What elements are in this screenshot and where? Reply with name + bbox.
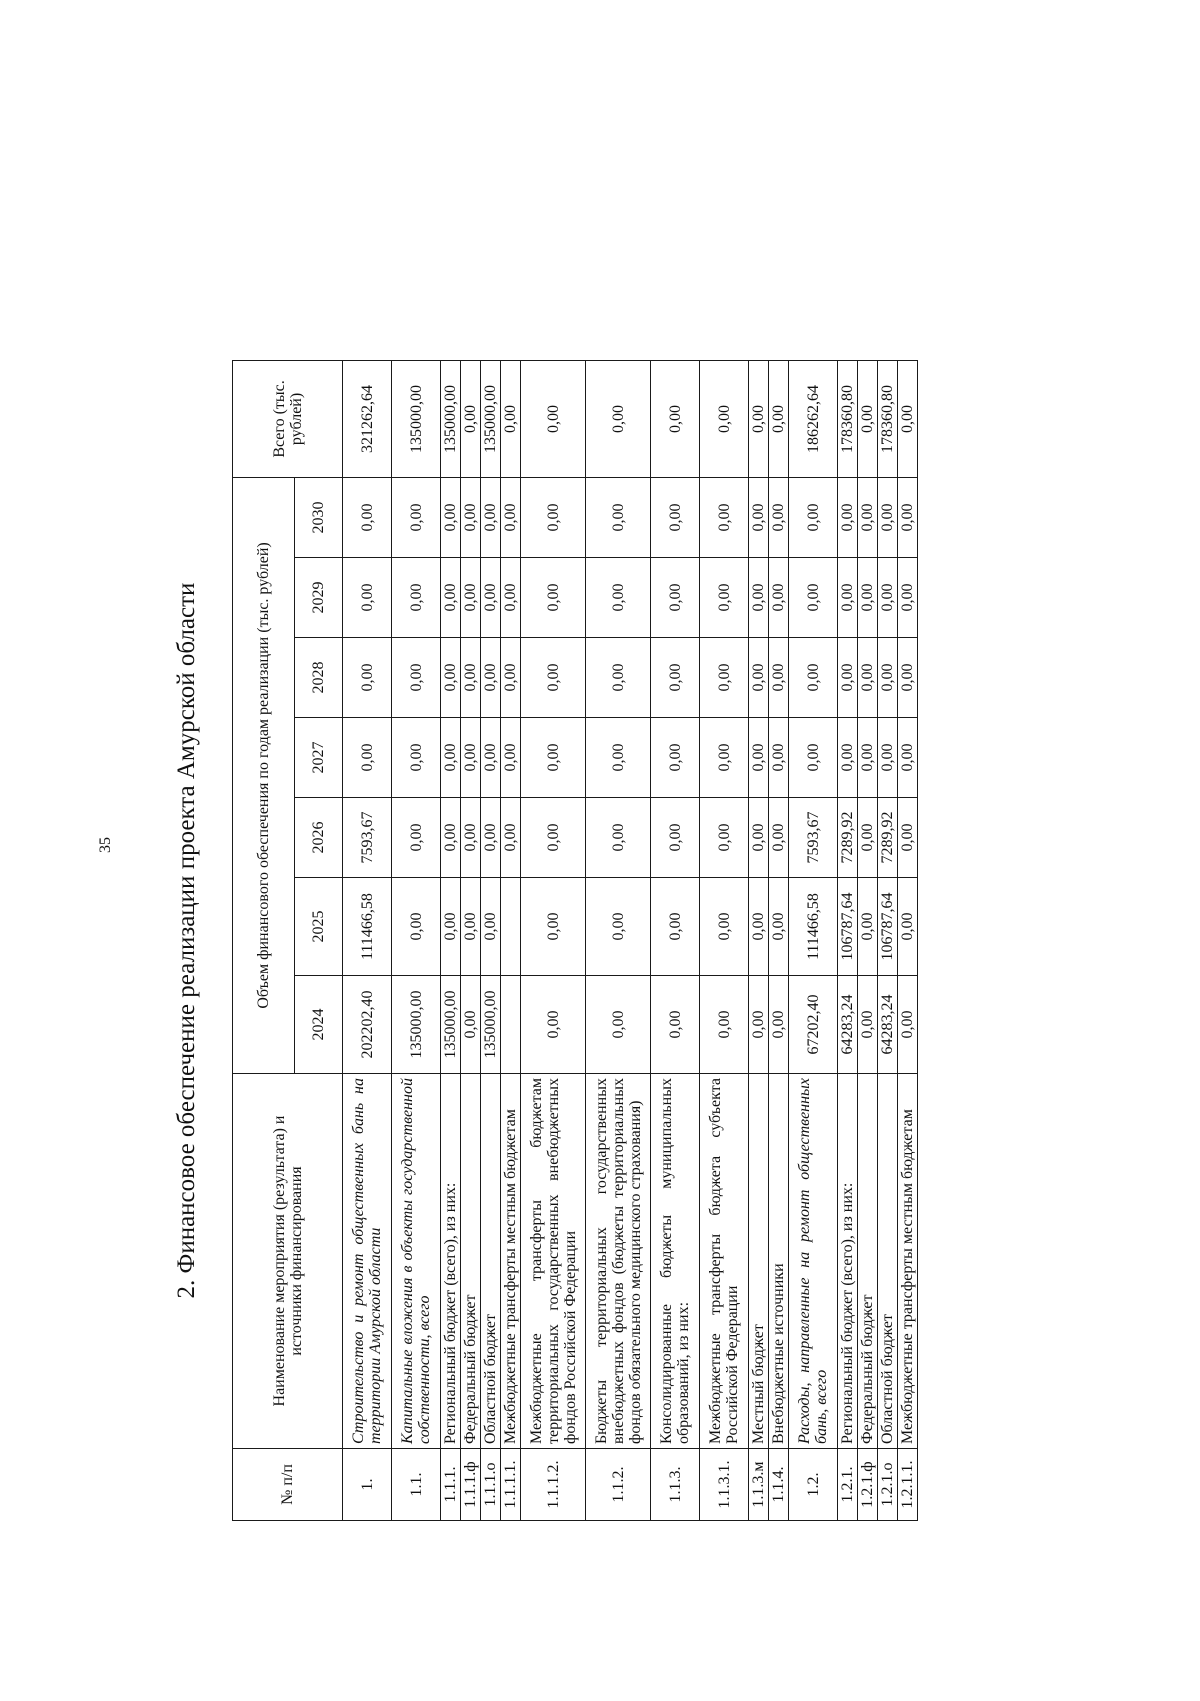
total-cell: 0,00 bbox=[461, 360, 481, 477]
row-number: 1.1.1.1. bbox=[501, 1449, 521, 1521]
value-cell: 0,00 bbox=[838, 718, 858, 798]
value-cell: 0,00 bbox=[481, 718, 501, 798]
value-cell: 0,00 bbox=[858, 798, 878, 878]
value-cell: 0,00 bbox=[898, 878, 918, 976]
value-cell: 0,00 bbox=[501, 718, 521, 798]
total-cell: 0,00 bbox=[501, 360, 521, 477]
value-cell: 0,00 bbox=[769, 638, 789, 718]
table-row bbox=[898, 360, 918, 1520]
value-cell: 202202,40 bbox=[343, 976, 392, 1074]
table-row bbox=[392, 360, 441, 1520]
value-cell: 0,00 bbox=[651, 798, 700, 878]
value-cell: 0,00 bbox=[441, 798, 461, 878]
value-cell: 0,00 bbox=[651, 638, 700, 718]
row-name: Расходы, направленные на ремонт общественных бань, всего bbox=[789, 1074, 838, 1449]
row-number: 1.1.3. bbox=[651, 1449, 700, 1521]
value-cell: 0,00 bbox=[521, 558, 586, 638]
row-name: Региональный бюджет (всего), из них: bbox=[838, 1074, 858, 1449]
row-name: Бюджеты территориальных государственных внебюджетных фондов (бюджеты территориальных фондов обязательного медицинского страхования) bbox=[586, 1074, 651, 1449]
table-row bbox=[343, 360, 392, 1520]
table-row bbox=[858, 360, 878, 1520]
total-cell: 135000,00 bbox=[441, 360, 461, 477]
header-year: 2030 bbox=[295, 477, 343, 557]
value-cell bbox=[501, 878, 521, 976]
value-cell: 0,00 bbox=[858, 477, 878, 557]
value-cell: 0,00 bbox=[461, 878, 481, 976]
value-cell: 0,00 bbox=[749, 718, 769, 798]
value-cell: 0,00 bbox=[586, 878, 651, 976]
value-cell: 0,00 bbox=[441, 558, 461, 638]
row-name: Межбюджетные трансферты бюджета субъекта Российской Федерации bbox=[700, 1074, 749, 1449]
table-row bbox=[769, 360, 789, 1520]
total-cell: 0,00 bbox=[521, 360, 586, 477]
value-cell: 0,00 bbox=[461, 558, 481, 638]
value-cell: 0,00 bbox=[769, 558, 789, 638]
value-cell: 0,00 bbox=[898, 638, 918, 718]
value-cell: 0,00 bbox=[586, 718, 651, 798]
table-row bbox=[878, 360, 898, 1520]
value-cell: 0,00 bbox=[586, 558, 651, 638]
row-name: Межбюджетные трансферты местным бюджетам bbox=[898, 1074, 918, 1449]
row-number: 1.1.1.2. bbox=[521, 1449, 586, 1521]
table-row bbox=[481, 360, 501, 1520]
value-cell: 0,00 bbox=[898, 718, 918, 798]
value-cell: 0,00 bbox=[461, 798, 481, 878]
row-number: 1.1.1.ф bbox=[461, 1449, 481, 1521]
header-year: 2026 bbox=[295, 798, 343, 878]
value-cell: 7593,67 bbox=[789, 798, 838, 878]
value-cell: 0,00 bbox=[461, 638, 481, 718]
value-cell: 0,00 bbox=[441, 718, 461, 798]
total-cell: 0,00 bbox=[700, 360, 749, 477]
total-cell: 186262,64 bbox=[789, 360, 838, 477]
total-cell: 135000,00 bbox=[392, 360, 441, 477]
value-cell: 0,00 bbox=[651, 558, 700, 638]
row-name: Областной бюджет bbox=[878, 1074, 898, 1449]
value-cell: 0,00 bbox=[343, 477, 392, 557]
row-name: Федеральный бюджет bbox=[858, 1074, 878, 1449]
total-cell: 178360,80 bbox=[838, 360, 858, 477]
total-cell: 0,00 bbox=[769, 360, 789, 477]
value-cell: 0,00 bbox=[501, 477, 521, 557]
row-number: 1.2.1. bbox=[838, 1449, 858, 1521]
value-cell: 0,00 bbox=[878, 638, 898, 718]
row-number: 1.1.3.м bbox=[749, 1449, 769, 1521]
value-cell: 0,00 bbox=[343, 718, 392, 798]
row-number: 1.1.2. bbox=[586, 1449, 651, 1521]
value-cell: 0,00 bbox=[838, 638, 858, 718]
row-number: 1.2.1.1. bbox=[898, 1449, 918, 1521]
value-cell: 0,00 bbox=[769, 477, 789, 557]
value-cell: 0,00 bbox=[749, 638, 769, 718]
row-name: Консолидированные бюджеты муниципальных образований, из них: bbox=[651, 1074, 700, 1449]
header-total: Всего (тыс. рублей) bbox=[233, 360, 343, 477]
row-number: 1.1.4. bbox=[769, 1449, 789, 1521]
row-name: Федеральный бюджет bbox=[461, 1074, 481, 1449]
value-cell: 0,00 bbox=[481, 477, 501, 557]
total-cell: 0,00 bbox=[898, 360, 918, 477]
page-title: 2. Финансовое обеспечение реализации проекта Амурской области bbox=[173, 582, 200, 1299]
total-cell: 0,00 bbox=[651, 360, 700, 477]
value-cell: 0,00 bbox=[461, 477, 481, 557]
row-name: Межбюджетные трансферты местным бюджетам bbox=[501, 1074, 521, 1449]
value-cell: 0,00 bbox=[392, 798, 441, 878]
value-cell: 0,00 bbox=[700, 878, 749, 976]
value-cell: 0,00 bbox=[521, 878, 586, 976]
value-cell: 0,00 bbox=[501, 558, 521, 638]
value-cell: 0,00 bbox=[392, 558, 441, 638]
value-cell: 0,00 bbox=[749, 477, 769, 557]
value-cell: 0,00 bbox=[521, 798, 586, 878]
value-cell: 0,00 bbox=[501, 638, 521, 718]
value-cell: 0,00 bbox=[878, 477, 898, 557]
value-cell: 106787,64 bbox=[838, 878, 858, 976]
header-year: 2028 bbox=[295, 638, 343, 718]
value-cell: 135000,00 bbox=[392, 976, 441, 1074]
header-num: № п/п bbox=[233, 1449, 343, 1521]
value-cell: 0,00 bbox=[481, 878, 501, 976]
row-name: Региональный бюджет (всего), из них: bbox=[441, 1074, 461, 1449]
total-cell: 178360,80 bbox=[878, 360, 898, 477]
value-cell: 0,00 bbox=[858, 638, 878, 718]
value-cell: 0,00 bbox=[898, 798, 918, 878]
value-cell: 0,00 bbox=[858, 718, 878, 798]
value-cell: 0,00 bbox=[700, 477, 749, 557]
value-cell: 0,00 bbox=[700, 558, 749, 638]
value-cell: 0,00 bbox=[521, 638, 586, 718]
table-row bbox=[441, 360, 461, 1520]
value-cell: 0,00 bbox=[481, 638, 501, 718]
value-cell: 135000,00 bbox=[481, 976, 501, 1074]
value-cell: 0,00 bbox=[858, 976, 878, 1074]
value-cell: 0,00 bbox=[769, 798, 789, 878]
total-cell: 0,00 bbox=[586, 360, 651, 477]
value-cell: 0,00 bbox=[343, 558, 392, 638]
value-cell: 0,00 bbox=[700, 638, 749, 718]
value-cell: 0,00 bbox=[858, 878, 878, 976]
value-cell: 0,00 bbox=[651, 976, 700, 1074]
value-cell: 0,00 bbox=[878, 718, 898, 798]
value-cell: 135000,00 bbox=[441, 976, 461, 1074]
rotated-page-content bbox=[0, 248, 1200, 1633]
value-cell: 67202,40 bbox=[789, 976, 838, 1074]
table-row bbox=[461, 360, 481, 1520]
value-cell: 0,00 bbox=[789, 638, 838, 718]
row-number: 1.2.1.ф bbox=[858, 1449, 878, 1521]
value-cell: 0,00 bbox=[789, 718, 838, 798]
table-row bbox=[789, 360, 838, 1520]
table-row bbox=[586, 360, 651, 1520]
value-cell: 0,00 bbox=[700, 798, 749, 878]
value-cell: 0,00 bbox=[700, 718, 749, 798]
value-cell: 0,00 bbox=[441, 638, 461, 718]
value-cell: 0,00 bbox=[700, 976, 749, 1074]
table-row bbox=[501, 360, 521, 1520]
value-cell: 0,00 bbox=[586, 976, 651, 1074]
value-cell: 0,00 bbox=[769, 976, 789, 1074]
value-cell: 0,00 bbox=[441, 878, 461, 976]
value-cell: 0,00 bbox=[789, 558, 838, 638]
total-cell: 135000,00 bbox=[481, 360, 501, 477]
value-cell: 0,00 bbox=[651, 477, 700, 557]
value-cell: 7289,92 bbox=[878, 798, 898, 878]
value-cell: 0,00 bbox=[481, 798, 501, 878]
total-cell: 0,00 bbox=[749, 360, 769, 477]
financing-table bbox=[232, 360, 918, 1521]
value-cell: 0,00 bbox=[586, 638, 651, 718]
row-number: 1.1. bbox=[392, 1449, 441, 1521]
value-cell: 0,00 bbox=[586, 477, 651, 557]
value-cell: 0,00 bbox=[392, 477, 441, 557]
value-cell: 0,00 bbox=[392, 638, 441, 718]
value-cell: 0,00 bbox=[501, 798, 521, 878]
value-cell: 0,00 bbox=[461, 718, 481, 798]
table-row bbox=[521, 360, 586, 1520]
table-row bbox=[700, 360, 749, 1520]
value-cell: 0,00 bbox=[343, 638, 392, 718]
value-cell: 111466,58 bbox=[343, 878, 392, 976]
header-name: Наименование мероприятия (результата) и источники финансирования bbox=[233, 1074, 343, 1449]
value-cell: 0,00 bbox=[898, 558, 918, 638]
row-name: Областной бюджет bbox=[481, 1074, 501, 1449]
table-row bbox=[838, 360, 858, 1520]
value-cell: 64283,24 bbox=[878, 976, 898, 1074]
value-cell: 106787,64 bbox=[878, 878, 898, 976]
value-cell: 0,00 bbox=[838, 558, 858, 638]
row-number: 1.1.1. bbox=[441, 1449, 461, 1521]
table-row bbox=[651, 360, 700, 1520]
value-cell: 0,00 bbox=[769, 718, 789, 798]
header-volume: Объем финансового обеспечения по годам реализации (тыс. рублей) bbox=[233, 477, 295, 1073]
value-cell: 0,00 bbox=[838, 477, 858, 557]
value-cell: 64283,24 bbox=[838, 976, 858, 1074]
row-number: 1. bbox=[343, 1449, 392, 1521]
row-number: 1.1.3.1. bbox=[700, 1449, 749, 1521]
value-cell: 0,00 bbox=[749, 798, 769, 878]
value-cell: 0,00 bbox=[392, 718, 441, 798]
value-cell: 0,00 bbox=[481, 558, 501, 638]
value-cell: 0,00 bbox=[651, 718, 700, 798]
value-cell: 0,00 bbox=[898, 976, 918, 1074]
value-cell: 7289,92 bbox=[838, 798, 858, 878]
header-year: 2024 bbox=[295, 976, 343, 1074]
row-name: Межбюджетные трансферты бюджетам территориальных государственных внебюджетных фондов Российской Федерации bbox=[521, 1074, 586, 1449]
total-cell: 0,00 bbox=[858, 360, 878, 477]
value-cell: 0,00 bbox=[521, 477, 586, 557]
value-cell: 0,00 bbox=[898, 477, 918, 557]
value-cell: 0,00 bbox=[878, 558, 898, 638]
row-name: Строительство и ремонт общественных бань на территории Амурской области bbox=[343, 1074, 392, 1449]
header-year: 2025 bbox=[295, 878, 343, 976]
value-cell: 0,00 bbox=[749, 976, 769, 1074]
page-number: 35 bbox=[97, 837, 114, 853]
value-cell: 0,00 bbox=[521, 718, 586, 798]
value-cell: 111466,58 bbox=[789, 878, 838, 976]
header-year: 2027 bbox=[295, 718, 343, 798]
row-number: 1.2.1.о bbox=[878, 1449, 898, 1521]
row-name: Внебюджетные источники bbox=[769, 1074, 789, 1449]
value-cell: 0,00 bbox=[858, 558, 878, 638]
value-cell: 0,00 bbox=[392, 878, 441, 976]
table-body bbox=[343, 360, 918, 1520]
value-cell bbox=[501, 976, 521, 1074]
header-year: 2029 bbox=[295, 558, 343, 638]
table-row bbox=[749, 360, 769, 1520]
row-name: Местный бюджет bbox=[749, 1074, 769, 1449]
value-cell: 0,00 bbox=[789, 477, 838, 557]
row-number: 1.1.1.о bbox=[481, 1449, 501, 1521]
value-cell: 0,00 bbox=[521, 976, 586, 1074]
value-cell: 0,00 bbox=[441, 477, 461, 557]
value-cell: 0,00 bbox=[586, 798, 651, 878]
value-cell: 7593,67 bbox=[343, 798, 392, 878]
value-cell: 0,00 bbox=[769, 878, 789, 976]
value-cell: 0,00 bbox=[749, 878, 769, 976]
total-cell: 321262,64 bbox=[343, 360, 392, 477]
row-name: Капитальные вложения в объекты государственной собственности, всего bbox=[392, 1074, 441, 1449]
value-cell: 0,00 bbox=[749, 558, 769, 638]
row-number: 1.2. bbox=[789, 1449, 838, 1521]
value-cell: 0,00 bbox=[651, 878, 700, 976]
value-cell: 0,00 bbox=[461, 976, 481, 1074]
